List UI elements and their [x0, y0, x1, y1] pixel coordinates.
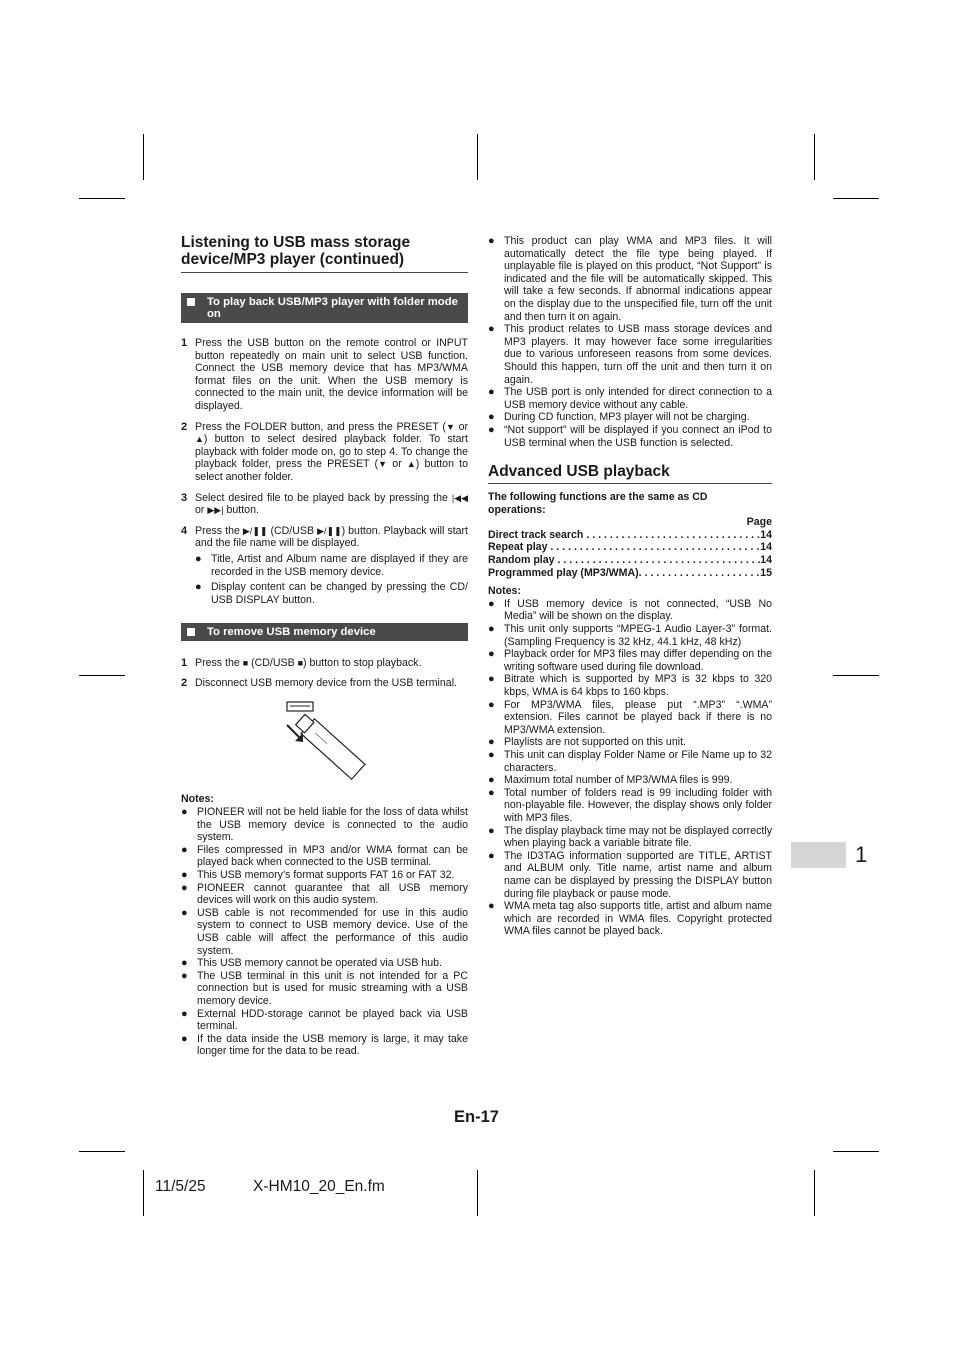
square-bullet-icon: [187, 298, 195, 306]
step-number: 1: [181, 657, 188, 670]
toc-row: Programmed play (MP3/WMA). . . . 15: [488, 567, 772, 580]
list-item: ● The display playback time may not be displayed correctly when playing back a variable bitrate file.: [488, 824, 772, 850]
stop-icon: ■: [297, 658, 304, 669]
list-item: ● Bitrate which is supported by MP3 is 32 kbps to 320 kbps, WMA is 64 kbps to 160 kbps.: [488, 673, 772, 698]
list-item: ● The ID3TAG information supported are TITLE, ARTIST and ALBUM only. Title name, artist name and album name can be displayed by pressing the DISPLAY button during file playback or pause mode.: [488, 849, 772, 900]
list-item: ● PIONEER cannot guarantee that all USB memory devices will work on this audio system.: [181, 881, 468, 907]
crop-mark: [814, 134, 815, 180]
list-item: ● Display content can be changed by pressing the CD/ USB DISPLAY button.: [195, 581, 468, 606]
list-item: ● This USB memory’s format supports FAT 16 or FAT 32.: [181, 869, 455, 882]
crop-mark: [143, 134, 144, 180]
bullet-icon: ●: [181, 969, 188, 982]
bullet-icon: ●: [181, 806, 188, 819]
skip-forward-icon: ▶▶|: [207, 505, 224, 516]
bullet-icon: ●: [488, 736, 495, 749]
list-item: ● If USB memory device is not connected, “USB No Media” will be shown on the display.: [488, 597, 772, 623]
list-item: ● This product can play WMA and MP3 files. It will automatically detect the file type being played. If unplayable file is played on this product, “Not Support” is indicated and the file will be automatically skipped. This will take a few seconds. If abnormal indications appear on the display due to the unspecified file, turn off the unit and then turn it on again.: [488, 235, 772, 323]
skip-back-icon: |◀◀: [451, 492, 468, 503]
bullet-icon: ●: [488, 648, 495, 661]
bullet-icon: ●: [488, 235, 495, 247]
up-arrow-icon: ▲: [195, 434, 204, 445]
stop-icon: ■: [242, 658, 249, 669]
step-item: [181, 421, 468, 484]
bullet-icon: ●: [181, 881, 188, 894]
square-bullet-icon: [187, 628, 195, 636]
bullet-icon: ●: [488, 423, 495, 436]
step-text: Press the ■ (CD/USB ■) button to stop playback.: [195, 657, 422, 670]
step-item: [181, 525, 468, 550]
page-column-label: Page: [746, 516, 772, 529]
list-item: ● Maximum total number of MP3/WMA files is 999.: [488, 774, 733, 787]
crop-mark: [814, 1170, 815, 1216]
list-item: ● USB cable is not recommended for use in this audio system to connect to USB memory device. Use of the USB cable will affect the performance of this audio system.: [181, 906, 468, 957]
step-text: Disconnect USB memory device from the USB terminal.: [195, 676, 457, 689]
play-pause-icon: ▶/❚❚: [317, 525, 342, 536]
folder-mode-heading-text: To play back USB/MP3 player with folder mode on: [207, 296, 458, 320]
step-number: 1: [181, 337, 188, 349]
bullet-icon: ●: [181, 957, 188, 970]
advanced-usb-title: Advanced USB playback: [488, 463, 772, 484]
list-item: ● The USB port is only intended for direct connection to a USB memory device without any cable.: [488, 386, 772, 411]
list-item: ● WMA meta tag also supports title, artist and album name which are recorded in WMA files. Copyright protected WMA files cannot be played back.: [488, 900, 772, 938]
footer-filename: X-HM10_20_En.fm: [253, 1178, 385, 1195]
bullet-icon: ●: [488, 786, 495, 799]
bullet-icon: ●: [488, 386, 495, 399]
step-text: Select desired file to be played back by pressing the |◀◀ or ▶▶| button.: [195, 491, 468, 517]
step-text: Press the ▶/❚❚ (CD/USB ▶/❚❚) button. Playback will start and the file name will be displayed.: [195, 524, 468, 550]
list-item: ● For MP3/WMA files, please put “.MP3” “.WMA” extension. Files cannot be played back if there is no MP3/WMA extension.: [488, 698, 772, 736]
toc-row: Direct track search . . . 14: [488, 529, 772, 542]
step-text: Press the FOLDER button, and press the PRESET (▼ or ▲) button to select desired playback folder. To start playback with folder mode on, go to step 4. To change the playback folder, press the PRESET (▼ or ▲) button to select another folder.: [195, 420, 468, 483]
list-item: ● PIONEER will not be held liable for the loss of data whilst the USB memory device is connected to the audio system.: [181, 806, 468, 844]
remove-usb-heading-text: To remove USB memory device: [207, 626, 376, 639]
page-title: Listening to USB mass storage device/MP3 player (continued): [181, 234, 468, 273]
crop-mark: [79, 198, 125, 199]
notes-label: Notes:: [488, 585, 521, 598]
footer-date: 11/5/25: [155, 1178, 206, 1195]
bullet-icon: ●: [488, 900, 495, 913]
bullet-icon: ●: [488, 824, 495, 837]
step-item: [181, 677, 468, 690]
bullet-icon: ●: [488, 849, 495, 862]
list-item: ● If the data inside the USB memory is large, it may take longer time for the data to be read.: [181, 1032, 468, 1058]
bullet-icon: ●: [488, 748, 495, 761]
bullet-icon: ●: [488, 623, 495, 636]
bullet-icon: ●: [195, 581, 202, 594]
list-item: ● This product relates to USB mass storage devices and MP3 players. It may however face some irregularities due to various unforeseen reasons from some devices. Should this happen, turn off the unit and then turn it on again.: [488, 323, 772, 386]
bullet-icon: ●: [488, 323, 495, 336]
bullet-icon: ●: [181, 869, 188, 882]
bullet-icon: ●: [181, 843, 188, 856]
bullet-icon: ●: [488, 411, 495, 424]
list-item: ● “Not support” will be displayed if you connect an iPod to USB terminal when the USB function is selected.: [488, 423, 772, 449]
down-arrow-icon: ▼: [378, 459, 387, 470]
crop-mark: [833, 675, 879, 676]
following-text: The following functions are the same as CD operations:: [488, 491, 708, 516]
toc-row: Repeat play . . . 14: [488, 541, 772, 554]
crop-mark: [79, 1151, 125, 1152]
list-item: ● External HDD-storage cannot be played back via USB terminal.: [181, 1007, 468, 1033]
right-column: [488, 235, 772, 938]
crop-mark: [79, 675, 125, 676]
step-item: [181, 492, 468, 517]
crop-mark: [477, 134, 478, 180]
list-item: ● Title, Artist and Album name are displayed if they are recorded in the USB memory device.: [195, 552, 468, 578]
list-item: ● Playlists are not supported on this unit.: [488, 736, 686, 749]
remove-usb-heading: [181, 623, 468, 641]
usb-memory-illustration: [281, 699, 371, 787]
list-item: ● The USB terminal in this unit is not intended for a PC connection but is used for music streaming with a USB memory device.: [181, 969, 468, 1007]
step-item: [181, 657, 468, 670]
list-item: ● This unit only supports “MPEG-1 Audio Layer-3” format. (Sampling Frequency is 32 kHz, 44.1 kHz, 48 kHz): [488, 623, 772, 648]
toc-row: Random play . . . 14: [488, 554, 772, 567]
crop-mark: [833, 198, 879, 199]
step-number: 4: [181, 524, 188, 537]
left-column: [181, 234, 468, 1058]
list-item: ● Files compressed in MP3 and/or WMA format can be played back when connected to the USB terminal.: [181, 843, 468, 869]
step-number: 2: [181, 420, 188, 433]
chapter-tab: [791, 842, 846, 868]
step-text: Press the USB button on the remote control or INPUT button repeatedly on main unit to select USB function. Connect the USB memory device that has MP3/WMA format files on the unit. When the USB memory is connected to the main unit, the device information will be displayed.: [195, 337, 468, 412]
list-item: ● This USB memory cannot be operated via USB hub.: [181, 957, 442, 970]
list-item: ● This unit can display Folder Name or File Name up to 32 characters.: [488, 748, 772, 774]
toc-list: [488, 529, 772, 579]
down-arrow-icon: ▼: [445, 421, 455, 432]
crop-mark: [143, 1170, 144, 1216]
notes-label: Notes:: [181, 793, 214, 806]
bullet-icon: ●: [488, 597, 495, 610]
top-bullets: [488, 235, 772, 449]
page-number: En-17: [454, 1108, 499, 1126]
step-item: [181, 337, 468, 413]
bullet-icon: ●: [488, 774, 495, 787]
chapter-number: 1: [855, 842, 868, 867]
list-item: ● During CD function, MP3 player will not be charging.: [488, 411, 750, 424]
bullet-icon: ●: [488, 673, 495, 686]
list-item: ● Playback order for MP3 files may differ depending on the writing software used during file download.: [488, 648, 772, 673]
bullet-icon: ●: [181, 1007, 188, 1020]
step-number: 3: [181, 491, 188, 504]
notes-list: [181, 806, 468, 1058]
list-item: ● Total number of folders read is 99 including folder with non-playable file. However, the display shows only folder with MP3 files.: [488, 786, 772, 824]
bullet-icon: ●: [488, 698, 495, 711]
crop-mark: [833, 1151, 879, 1152]
bullet-icon: ●: [181, 1032, 188, 1045]
up-arrow-icon: ▲: [406, 459, 416, 470]
notes-list: [488, 598, 772, 938]
bullet-icon: ●: [181, 906, 188, 919]
play-pause-icon: ▶/❚❚: [242, 525, 268, 536]
bullet-icon: ●: [195, 552, 202, 565]
crop-mark: [477, 1170, 478, 1216]
folder-mode-heading: [181, 293, 468, 323]
step-number: 2: [181, 676, 188, 689]
